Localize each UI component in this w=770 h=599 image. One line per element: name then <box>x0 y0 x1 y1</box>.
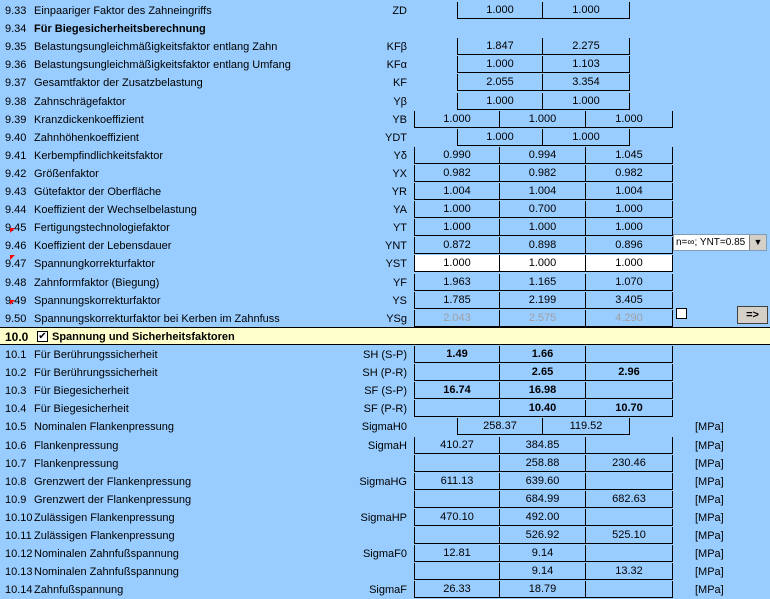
row-label: Spannungskorrekturfaktor <box>34 294 161 307</box>
row-number: 10.4 <box>5 403 27 416</box>
row-symbol: KFβ <box>386 41 407 54</box>
checkbox-checked-icon[interactable]: ✔ <box>38 331 47 342</box>
unit-label: [MPa] <box>695 584 724 597</box>
row-number: 9.45 <box>5 222 27 235</box>
row-symbol: Yδ <box>393 149 407 162</box>
value-cell: 0.872 <box>414 237 500 254</box>
table-row <box>0 201 770 219</box>
value-cell: 0.994 <box>500 147 586 164</box>
value-cell: 0.982 <box>586 165 673 182</box>
value-cell: 1.000 <box>457 56 543 73</box>
row-label: Größenfaktor <box>34 167 99 180</box>
row-number: 10.9 <box>5 493 27 506</box>
row-symbol: SF (P-R) <box>363 403 407 416</box>
row-number: 10.10 <box>5 511 33 524</box>
value-cell <box>586 382 673 399</box>
row-number: 9.41 <box>5 149 27 162</box>
value-cell: 0.700 <box>500 201 586 218</box>
value-cell: 1.000 <box>500 219 586 236</box>
row-number: 9.40 <box>5 131 27 144</box>
table-row <box>0 93 770 111</box>
value-cell: 2.199 <box>500 292 586 309</box>
row-number: 10.12 <box>5 548 33 561</box>
value-cell: 682.63 <box>586 491 673 508</box>
table-row <box>0 38 770 56</box>
row-symbol: SigmaH0 <box>361 421 407 434</box>
row-symbol: SF (S-P) <box>364 385 407 398</box>
unit-label: [MPa] <box>695 511 724 524</box>
value-cell <box>414 563 500 580</box>
value-cell: 639.60 <box>500 473 586 490</box>
row-number: 10.13 <box>5 566 33 579</box>
value-cell: 2.575 <box>500 310 586 327</box>
row-number: 9.48 <box>5 276 27 289</box>
row-symbol: YS <box>392 294 407 307</box>
table-row <box>0 129 770 147</box>
table-row <box>0 418 770 436</box>
row-symbol: YDT <box>385 131 407 144</box>
row-symbol: Yβ <box>393 95 407 108</box>
row-label: Zulässigen Flankenpressung <box>34 530 175 542</box>
value-cell: 0.982 <box>414 165 500 182</box>
value-cell: 1.000 <box>586 201 673 218</box>
table-row <box>0 346 770 364</box>
unit-label: [MPa] <box>695 530 724 542</box>
value-cell: 258.88 <box>500 455 586 472</box>
value-cell: 26.33 <box>414 581 500 598</box>
row-label: Spannungskorrekturfaktor bei Kerben im Zahnfuss <box>34 312 280 325</box>
row-number: 9.46 <box>5 240 27 253</box>
unit-label: [MPa] <box>695 439 724 452</box>
table-row <box>0 147 770 165</box>
unit-label: [MPa] <box>695 548 724 561</box>
row-label: Kranzdickenkoeffizient <box>34 113 144 126</box>
row-symbol: SigmaH <box>367 439 407 452</box>
table-row <box>0 455 770 473</box>
row-label: Fertigungstechnologiefaktor <box>34 222 170 235</box>
value-cell: 3.405 <box>586 292 673 309</box>
row-label: Nominalen Flankenpressung <box>34 421 175 434</box>
value-cell: 1.000 <box>543 129 630 146</box>
table-row <box>0 581 770 599</box>
row-label: Belastungsungleichmäßigkeitsfaktor entlang Zahn <box>34 41 278 54</box>
row-symbol: SigmaHP <box>360 511 407 524</box>
table-row <box>0 364 770 382</box>
value-cell: 1.000 <box>457 129 543 146</box>
row-symbol: SH (P-R) <box>362 367 407 380</box>
table-row <box>0 563 770 581</box>
value-cell: 10.70 <box>586 400 673 417</box>
value-cell: 12.81 <box>414 545 500 562</box>
row-label: Für Biegesicherheit <box>34 385 129 398</box>
row-label: Nominalen Zahnfußspannung <box>34 548 179 561</box>
table-row <box>0 292 770 310</box>
value-cell: 3.354 <box>543 74 630 91</box>
value-cell <box>586 473 673 490</box>
value-cell: 1.045 <box>586 147 673 164</box>
value-cell <box>414 455 500 472</box>
value-cell <box>414 364 500 381</box>
value-cell[interactable]: 1.000 <box>414 255 500 272</box>
value-cell: 230.46 <box>586 455 673 472</box>
value-cell: 1.000 <box>414 201 500 218</box>
table-row <box>0 74 770 92</box>
table-row <box>0 237 770 255</box>
row-number: 10.14 <box>5 584 33 597</box>
value-cell: 1.66 <box>500 346 586 363</box>
table-row <box>0 491 770 509</box>
row-number: 9.42 <box>5 167 27 180</box>
table-row <box>0 165 770 183</box>
row-number: 10.11 <box>5 530 32 542</box>
value-cell: 492.00 <box>500 509 586 526</box>
row-label: Flankenpressung <box>34 439 119 452</box>
table-row <box>0 437 770 455</box>
row-label: Kerbempfindlichkeitsfaktor <box>34 149 164 162</box>
unit-label: [MPa] <box>695 457 724 470</box>
value-cell: 2.96 <box>586 364 673 381</box>
table-row <box>0 509 770 527</box>
section-number: 10.0 <box>5 330 29 344</box>
value-cell: 1.963 <box>414 274 500 291</box>
value-cell: 0.898 <box>500 237 586 254</box>
row-label: Spannungkorrekturfaktor <box>34 258 156 271</box>
value-cell: 1.165 <box>500 274 586 291</box>
row-symbol: ZD <box>392 5 407 17</box>
value-cell <box>414 527 500 544</box>
value-cell: 410.27 <box>414 437 500 454</box>
value-cell: 2.043 <box>414 310 500 327</box>
row-label: Koeffizient der Wechselbelastung <box>34 204 197 217</box>
value-cell: 2.65 <box>500 364 586 381</box>
value-cell <box>586 581 673 598</box>
value-cell: 1.000 <box>543 93 630 110</box>
value-cell: 525.10 <box>586 527 673 544</box>
value-cell: 684.99 <box>500 491 586 508</box>
table-row <box>0 274 770 292</box>
row-number: 10.5 <box>5 421 27 434</box>
row-label: Gesamtfaktor der Zusatzbelastung <box>34 77 203 90</box>
lifetime-dropdown[interactable] <box>673 234 767 251</box>
row-number: 9.50 <box>5 312 27 325</box>
table-row <box>0 473 770 491</box>
row-symbol: YNT <box>385 240 407 253</box>
next-button[interactable]: => <box>737 306 768 324</box>
row-symbol: YX <box>392 167 407 180</box>
row-label: Für Biegesicherheit <box>34 403 129 416</box>
value-cell: 16.98 <box>500 382 586 399</box>
row-label: Zahnhöhenkoeffizient <box>34 131 139 144</box>
value-cell: 611.13 <box>414 473 500 490</box>
section-10-header <box>0 327 770 345</box>
value-cell: 1.000 <box>586 219 673 236</box>
row-number: 9.35 <box>5 41 27 54</box>
row-label: Koeffizient der Lebensdauer <box>34 240 172 253</box>
row-symbol: SH (S-P) <box>363 349 407 361</box>
row-label: Zulässigen Flankenpressung <box>34 511 175 524</box>
row-number: 10.7 <box>5 457 27 470</box>
row-number: 9.44 <box>5 204 27 217</box>
row-label: Zahnschrägefaktor <box>34 95 126 108</box>
table-row <box>0 255 770 273</box>
value-cell <box>586 437 673 454</box>
row-label: Für Berührungssicherheit <box>34 349 158 361</box>
table-row <box>0 310 770 328</box>
comment-marker-icon <box>10 228 15 233</box>
table-row <box>0 183 770 201</box>
row-label: Zahnfußspannung <box>34 584 124 597</box>
row-symbol: SigmaF0 <box>362 548 407 561</box>
row-number: 9.34 <box>5 23 27 36</box>
value-cell: 526.92 <box>500 527 586 544</box>
value-cell: 1.785 <box>414 292 500 309</box>
value-cell: 2.275 <box>543 38 630 55</box>
unit-label: [MPa] <box>695 493 724 506</box>
value-cell: 4.290 <box>586 310 673 327</box>
comment-marker-icon <box>10 255 15 260</box>
row-symbol: YR <box>391 186 407 198</box>
section-title: Spannung und Sicherheitsfaktoren <box>52 331 235 343</box>
table-row <box>0 400 770 418</box>
value-cell: 384.85 <box>500 437 586 454</box>
row-number: 9.43 <box>5 186 27 198</box>
row-symbol: SigmaF <box>369 584 407 597</box>
value-cell <box>414 491 500 508</box>
comment-marker-icon <box>10 300 15 305</box>
table-row <box>0 20 770 38</box>
row-number: 9.33 <box>5 5 27 17</box>
value-cell: 1.000 <box>543 2 630 19</box>
table-row <box>0 527 770 545</box>
row-number: 9.38 <box>5 95 27 108</box>
value-cell: 1.000 <box>414 111 500 128</box>
value-cell <box>586 545 673 562</box>
dropdown-value: n=∞; YNT=0.85 <box>676 237 746 248</box>
row-number: 9.39 <box>5 113 27 126</box>
row-symbol: YST <box>385 258 407 271</box>
value-cell <box>586 346 673 363</box>
row-number: 10.1 <box>5 349 27 361</box>
row-number: 9.36 <box>5 59 27 72</box>
row-label: Belastungsungleichmäßigkeitsfaktor entlang Umfang <box>34 59 291 72</box>
value-cell: 0.990 <box>414 147 500 164</box>
value-cell: 119.52 <box>543 418 630 435</box>
row-symbol: YT <box>392 222 407 235</box>
value-cell: 1.49 <box>414 346 500 363</box>
value-cell: 9.14 <box>500 545 586 562</box>
row-label: Zahnformfaktor (Biegung) <box>34 276 160 289</box>
value-cell: 2.055 <box>457 74 543 91</box>
row-label: Für Berührungssicherheit <box>34 367 158 380</box>
row-symbol: YF <box>392 276 407 289</box>
unit-label: [MPa] <box>695 566 724 579</box>
row-symbol: YSg <box>386 312 407 325</box>
table-row <box>0 2 770 20</box>
chevron-down-icon[interactable]: ▼ <box>749 235 766 250</box>
value-cell <box>586 509 673 526</box>
table-row <box>0 219 770 237</box>
value-cell: 1.847 <box>457 38 543 55</box>
table-row <box>0 382 770 400</box>
unit-label: [MPa] <box>695 421 724 434</box>
row-label: Grenzwert der Flankenpressung <box>34 493 192 506</box>
value-cell: 1.000 <box>414 219 500 236</box>
row-label: Einpaariger Faktor des Zahneingriffs <box>34 5 212 17</box>
value-cell: 1.000 <box>457 2 543 19</box>
value-cell: 1.070 <box>586 274 673 291</box>
row-number: 10.2 <box>5 367 27 380</box>
value-cell: 9.14 <box>500 563 586 580</box>
value-cell: 1.000 <box>586 111 673 128</box>
table-row <box>0 111 770 129</box>
row-number: 10.3 <box>5 385 27 398</box>
checkbox-unchecked-icon[interactable] <box>676 308 687 319</box>
value-cell: 0.896 <box>586 237 673 254</box>
unit-label: [MPa] <box>695 475 724 488</box>
value-cell: 10.40 <box>500 400 586 417</box>
row-number: 9.37 <box>5 77 27 90</box>
row-label: Für Biegesicherheitsberechnung <box>34 23 206 36</box>
row-symbol: SigmaHG <box>359 475 407 488</box>
value-cell: 13.32 <box>586 563 673 580</box>
row-label: Nominalen Zahnfußspannung <box>34 566 179 579</box>
value-cell: 1.000 <box>500 111 586 128</box>
value-cell: 1.004 <box>586 183 673 200</box>
row-label: Flankenpressung <box>34 457 119 470</box>
row-number: 9.47 <box>5 258 27 271</box>
table-row <box>0 56 770 74</box>
value-cell: 0.982 <box>500 165 586 182</box>
table-row <box>0 545 770 563</box>
value-cell: 1.000 <box>457 93 543 110</box>
row-number: 10.8 <box>5 475 27 488</box>
value-cell[interactable]: 1.000 <box>500 255 586 272</box>
value-cell: 18.79 <box>500 581 586 598</box>
value-cell[interactable]: 1.000 <box>586 255 673 272</box>
row-symbol: YB <box>392 113 407 126</box>
value-cell: 1.103 <box>543 56 630 73</box>
row-number: 9.49 <box>5 294 27 307</box>
row-label: Grenzwert der Flankenpressung <box>34 475 192 488</box>
value-cell: 1.004 <box>500 183 586 200</box>
row-symbol: KFα <box>386 59 407 72</box>
value-cell <box>414 400 500 417</box>
row-number: 10.6 <box>5 439 27 452</box>
row-symbol: KF <box>392 77 407 90</box>
value-cell: 258.37 <box>457 418 543 435</box>
value-cell: 16.74 <box>414 382 500 399</box>
value-cell: 1.004 <box>414 183 500 200</box>
row-symbol: YA <box>393 204 407 217</box>
row-label: Gütefaktor der Oberfläche <box>34 186 162 198</box>
value-cell: 470.10 <box>414 509 500 526</box>
